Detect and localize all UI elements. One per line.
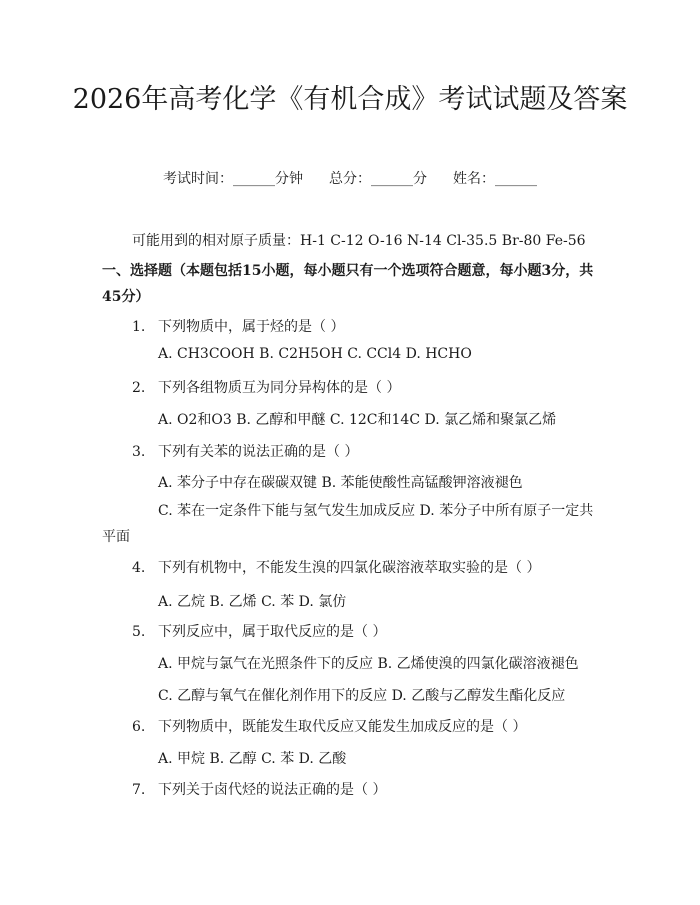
question-text: 下列关于卤代烃的说法正确的是（ ） bbox=[158, 782, 387, 798]
question-4 bbox=[132, 557, 540, 577]
question-2 bbox=[132, 377, 400, 397]
question-5 bbox=[132, 621, 386, 641]
question-number: 3. bbox=[132, 444, 146, 460]
question-5-options-c-d: C. 乙醇与氧气在催化剂作用下的反应 D. 乙酸与乙醇发生酯化反应 bbox=[158, 688, 566, 704]
student-name-field: 姓名：______ bbox=[453, 171, 537, 187]
question-text: 下列有关苯的说法正确的是（ ） bbox=[158, 444, 359, 460]
question-text: 下列有机物中，不能发生溴的四氯化碳溶液萃取实验的是（ ） bbox=[158, 560, 541, 576]
question-5-options-a-b: A. 甲烷与氯气在光照条件下的反应 B. 乙烯使溴的四氯化碳溶液褪色 bbox=[158, 656, 579, 672]
question-text: 下列各组物质互为同分异构体的是（ ） bbox=[158, 380, 401, 396]
atomic-masses-note: 可能用到的相对原子质量：H-1 C-12 O-16 N-14 Cl-35.5 Br-80 Fe-56 bbox=[132, 233, 586, 249]
question-text: 下列物质中，属于烃的是（ ） bbox=[158, 319, 345, 335]
question-number: 2. bbox=[132, 380, 146, 396]
question-1-options: A. CH3COOH B. C2H5OH C. CCl4 D. HCHO bbox=[158, 346, 472, 362]
question-3 bbox=[132, 441, 358, 461]
question-3-options-c-d: C. 苯在一定条件下能与氢气发生加成反应 D. 苯分子中所有原子一定共平面 bbox=[102, 503, 594, 545]
question-text: 下列反应中，属于取代反应的是（ ） bbox=[158, 624, 387, 640]
exam-time-field: 考试时间：______分钟 bbox=[163, 171, 303, 187]
question-number: 4. bbox=[132, 560, 146, 576]
section-heading: 一、选择题（本题包括15小题，每小题只有一个选项符合题意，每小题3分，共45分） bbox=[102, 263, 594, 305]
exam-info-line bbox=[0, 168, 700, 188]
page-title: 2026年高考化学《有机合成》考试试题及答案 bbox=[72, 84, 628, 115]
question-6-options: A. 甲烷 B. 乙醇 C. 苯 D. 乙酸 bbox=[158, 751, 347, 767]
question-number: 5. bbox=[132, 624, 146, 640]
question-6 bbox=[132, 716, 526, 736]
question-number: 6. bbox=[132, 719, 146, 735]
question-3-options-a-b: A. 苯分子中存在碳碳双键 B. 苯能使酸性高锰酸钾溶液褪色 bbox=[158, 475, 523, 491]
question-4-options: A. 乙烷 B. 乙烯 C. 苯 D. 氯仿 bbox=[158, 594, 347, 610]
question-1 bbox=[132, 316, 344, 336]
total-score-field: 总分：______分 bbox=[329, 171, 427, 187]
question-number: 1. bbox=[132, 319, 146, 335]
question-text: 下列物质中，既能发生取代反应又能发生加成反应的是（ ） bbox=[158, 719, 527, 735]
question-2-options: A. O2和O3 B. 乙醇和甲醚 C. 12C和14C D. 氯乙烯和聚氯乙烯 bbox=[158, 412, 557, 428]
question-7 bbox=[132, 779, 386, 799]
question-number: 7. bbox=[132, 782, 146, 798]
